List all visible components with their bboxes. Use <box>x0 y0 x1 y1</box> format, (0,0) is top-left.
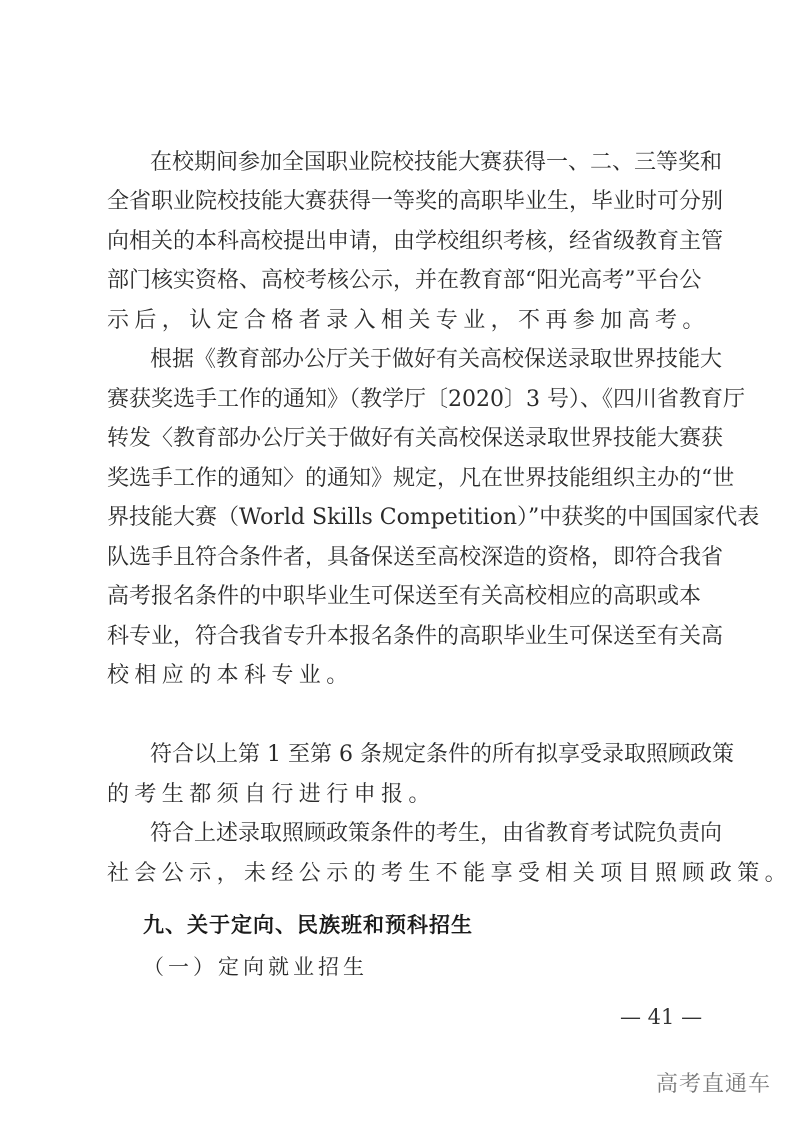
paragraph-2-line-5: 界技能大赛（World Skills Competition）”中获奖的中国国家代表 <box>107 505 760 530</box>
paragraph-2-line-2: 赛获奖选手工作的通知》（教学厅〔2020〕3 号）、《四川省教育厅 <box>107 387 745 412</box>
watermark-text: 高考直通车 <box>656 1072 772 1097</box>
paragraph-4-line-2: 社会公示，未经公示的考生不能享受相关项目照顾政策。 <box>107 861 793 886</box>
paragraph-2-line-6: 队选手且符合条件者，具备保送至高校深造的资格，即符合我省 <box>107 545 724 570</box>
paragraph-2-line-4: 奖选手工作的通知〉的通知》规定，凡在世界技能组织主办的“世 <box>107 466 735 491</box>
paragraph-1-line-1: 在校期间参加全国职业院校技能大赛获得一、二、三等奖和 <box>150 150 723 175</box>
paragraph-2-line-3: 转发〈教育部办公厅关于做好有关高校保送录取世界技能大赛获 <box>107 426 724 451</box>
section-heading: 九、关于定向、民族班和预科招生 <box>143 913 473 937</box>
paragraph-1-line-2: 全省职业院校技能大赛获得一等奖的高职毕业生，毕业时可分别 <box>107 189 724 214</box>
subsection-heading: （一）定向就业招生 <box>143 955 368 979</box>
paragraph-2-line-7: 高考报名条件的中职毕业生可保送至有关高校相应的高职或本 <box>107 584 702 609</box>
paragraph-1-line-5: 示后，认定合格者录入相关专业，不再参加高考。 <box>107 308 710 333</box>
paragraph-3-line-2: 的考生都须自行进行申报。 <box>107 782 436 807</box>
page-number: — 41 — <box>620 1005 703 1029</box>
paragraph-3-line-1: 符合以上第 1 至第 6 条规定条件的所有拟享受录取照顾政策 <box>150 742 734 767</box>
paragraph-4-line-1: 符合上述录取照顾政策条件的考生，由省教育考试院负责向 <box>150 821 723 846</box>
paragraph-2-line-1: 根据《教育部办公厅关于做好有关高校保送录取世界技能大 <box>150 347 723 372</box>
paragraph-2-line-8: 科专业，符合我省专升本报名条件的高职毕业生可保送至有关高 <box>107 624 724 649</box>
paragraph-2-line-9: 校相应的本科专业。 <box>107 663 354 688</box>
paragraph-1-line-3: 向相关的本科高校提出申请，由学校组织考核，经省级教育主管 <box>107 229 724 254</box>
paragraph-1-line-4: 部门核实资格、高校考核公示，并在教育部“阳光高考”平台公 <box>107 268 702 293</box>
